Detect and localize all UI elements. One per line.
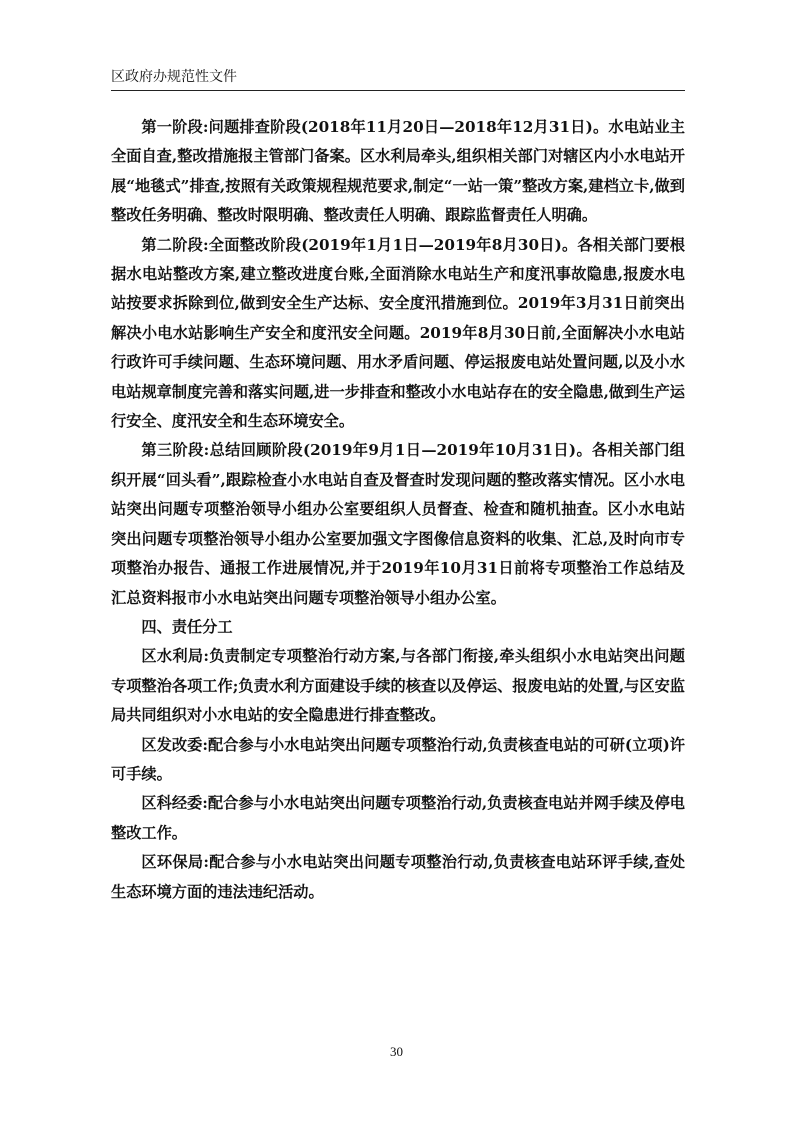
document-body [111, 113, 685, 907]
phase-1-paragraph: 第一阶段:问题排查阶段(2018年11月20日—2018年12月31日)。水电站业主全面自查,整改措施报主管部门备案。区水利局牵头,组织相关部门对辖区内小水电站开展“地毯式”排查,按照有关政策规程规范要求,制定“一站一策”整改方案,建档立卡,做到整改任务明确、整改时限明确、整改责任人明确、跟踪监督责任人明确。 [111, 118, 685, 225]
duty-development-commission: 区发改委:配合参与小水电站突出问题专项整治行动,负责核查电站的可研(立项)许可手续。 [111, 735, 685, 783]
page-header [111, 68, 685, 91]
duty-environment-bureau: 区环保局:配合参与小水电站突出问题专项整治行动,负责核查电站环评手续,查处生态环境方面的违法违纪活动。 [111, 853, 685, 901]
page-number: 30 [390, 1044, 403, 1059]
header-title: 区政府办规范性文件 [111, 69, 237, 85]
phase-3-paragraph: 第三阶段:总结回顾阶段(2019年9月1日—2019年10月31日)。各相关部门组织开展“回头看”,跟踪检查小水电站自查及督查时发现问题的整改落实情况。区小水电站突出问题专项整治领导小组办公室要组织人员督查、检查和随机抽查。区小水电站突出问题专项整治领导小组办公室要加强文字图像信息资料的收集、汇总,及时向市专项整治办报告、通报工作进展情况,并于2019年10月31日前将专项整治工作总结及汇总资料报市小水电站突出问题专项整治领导小组办公室。 [111, 441, 685, 607]
duty-science-economy-commission: 区科经委:配合参与小水电站突出问题专项整治行动,负责核查电站并网手续及停电整改工作。 [111, 794, 685, 842]
duty-water-bureau: 区水利局:负责制定专项整治行动方案,与各部门衔接,牵头组织小水电站突出问题专项整治各项工作;负责水利方面建设手续的核查以及停运、报废电站的处置,与区安监局共同组织对小水电站的安全隐患进行排查整改。 [111, 647, 685, 725]
phase-2-paragraph: 第二阶段:全面整改阶段(2019年1月1日—2019年8月30日)。各相关部门要根据水电站整改方案,建立整改进度台账,全面消除水电站生产和度汛事故隐患,报废水电站按要求拆除到位,做到安全生产达标、安全度汛措施到位。2019年3月31日前突出解决小电水站影响生产安全和度汛安全问题。2019年8月30日前,全面解决小水电站行政许可手续问题、生态环境问题、用水矛盾问题、停运报废电站处置问题,以及小水电站规章制度完善和落实问题,进一步排查和整改小水电站存在的安全隐患,做到生产运行安全、度汛安全和生态环境安全。 [111, 235, 685, 431]
section-heading: 四、责任分工 [141, 617, 233, 636]
